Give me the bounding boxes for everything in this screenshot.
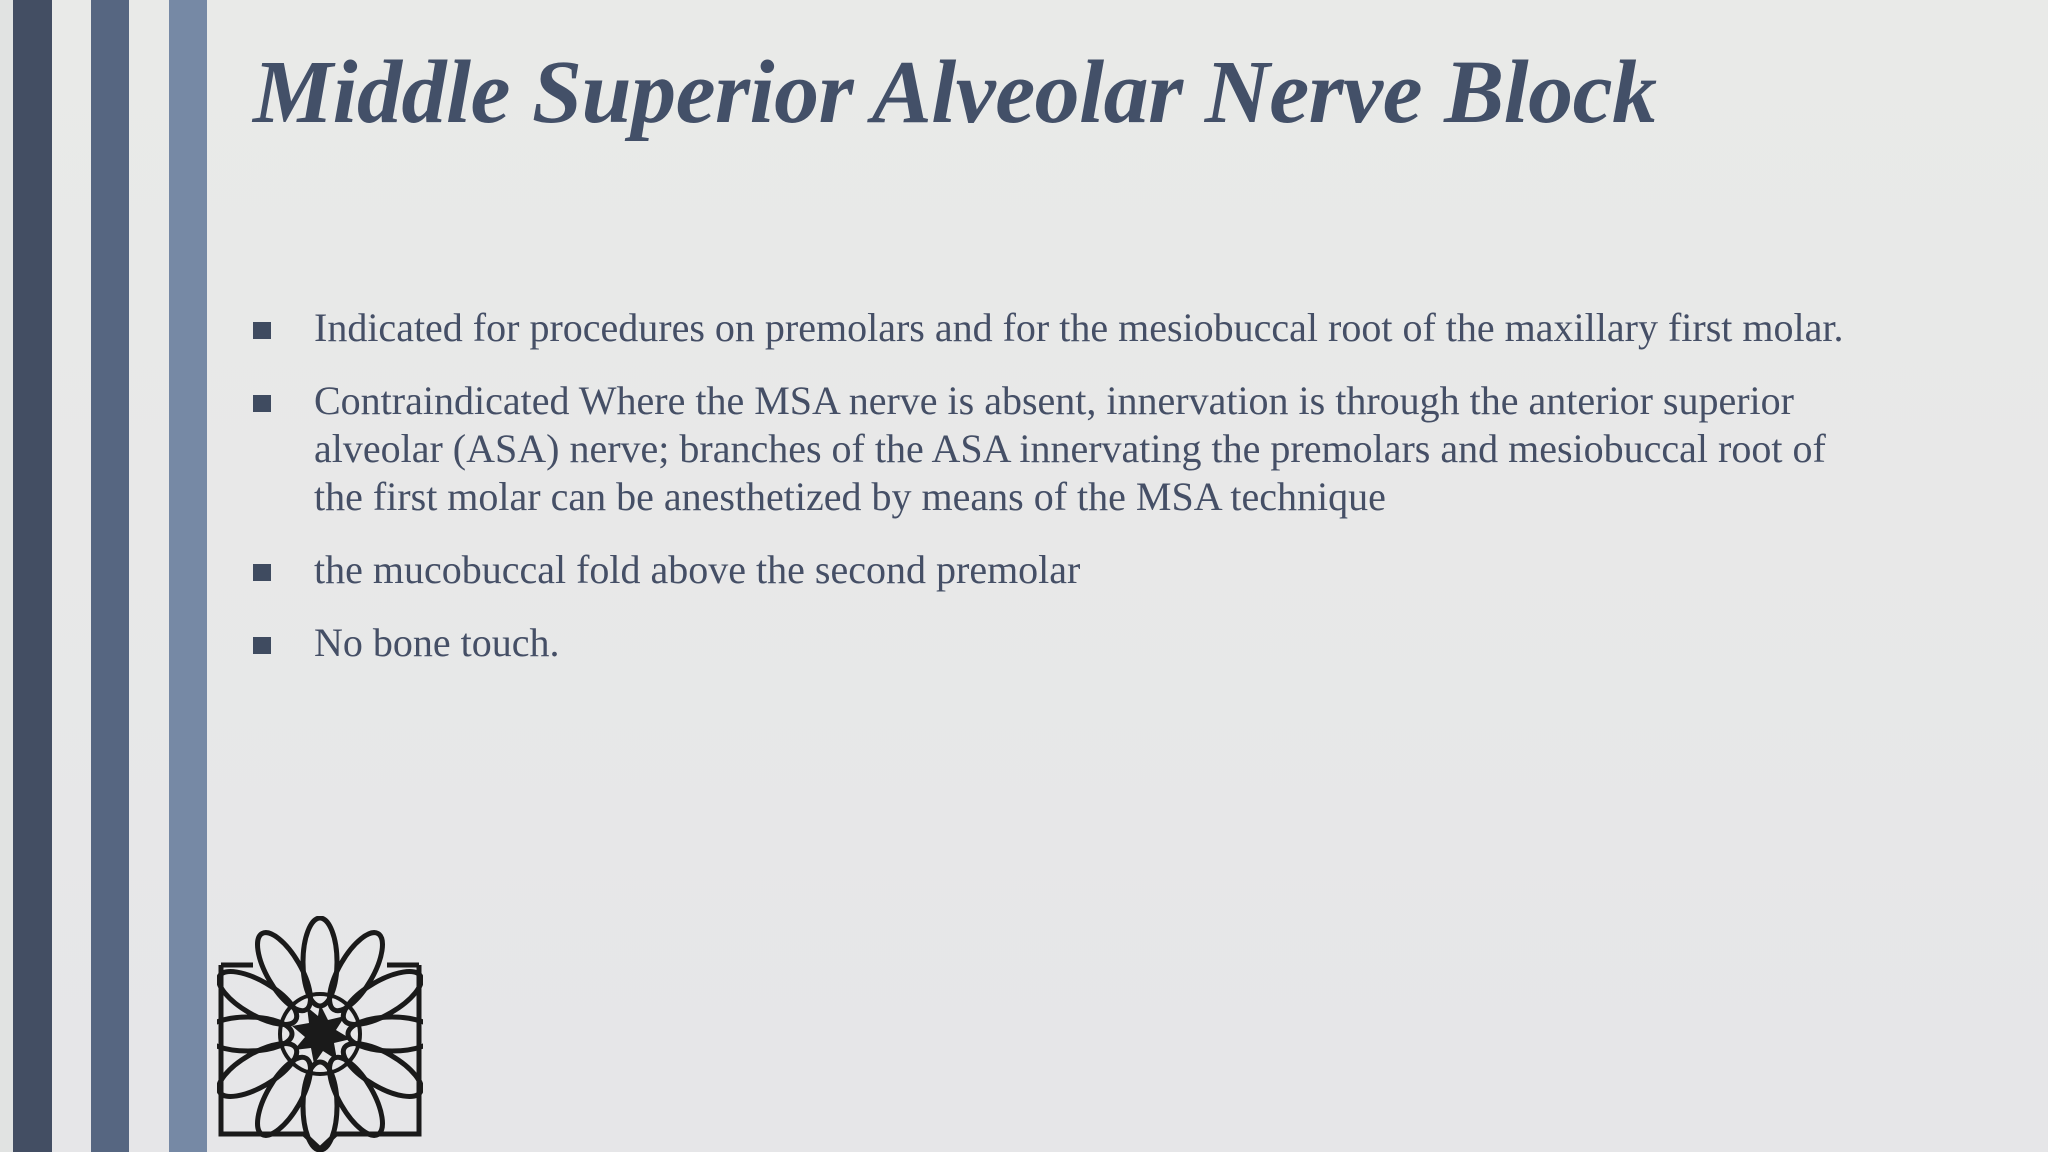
square-bullet-icon xyxy=(253,637,271,654)
bullet-text: the mucobuccal fold above the second premolar xyxy=(314,547,1081,592)
square-bullet-icon xyxy=(253,395,271,412)
bullet-item-bone-contact xyxy=(250,619,1870,667)
decorative-stripe-light xyxy=(169,0,207,1152)
decorative-stripe-medium xyxy=(91,0,129,1152)
square-bullet-icon xyxy=(253,322,271,339)
bullet-list xyxy=(250,304,1870,692)
bullet-text: Indicated for procedures on premolars and for the mesiobuccal root of the maxillary first molar. xyxy=(314,305,1844,350)
decorative-stripe-dark xyxy=(13,0,52,1152)
slide-title: Middle Superior Alveolar Nerve Block xyxy=(253,43,1657,142)
bullet-item-injection-site xyxy=(250,546,1870,594)
rosette-emblem-icon xyxy=(217,916,423,1152)
bullet-item-indications xyxy=(250,304,1870,352)
bullet-item-contraindications xyxy=(250,377,1870,521)
left-edge-strip xyxy=(0,0,13,1152)
square-bullet-icon xyxy=(253,564,271,581)
bullet-text: No bone touch. xyxy=(314,620,560,665)
bullet-text: Contraindicated Where the MSA nerve is absent, innervation is through the anterior superior alveolar (ASA) nerve; branches of the ASA innervating the premolars and mesiobuccal root of the first molar can be anesthetized by means of the MSA technique xyxy=(314,378,1826,519)
